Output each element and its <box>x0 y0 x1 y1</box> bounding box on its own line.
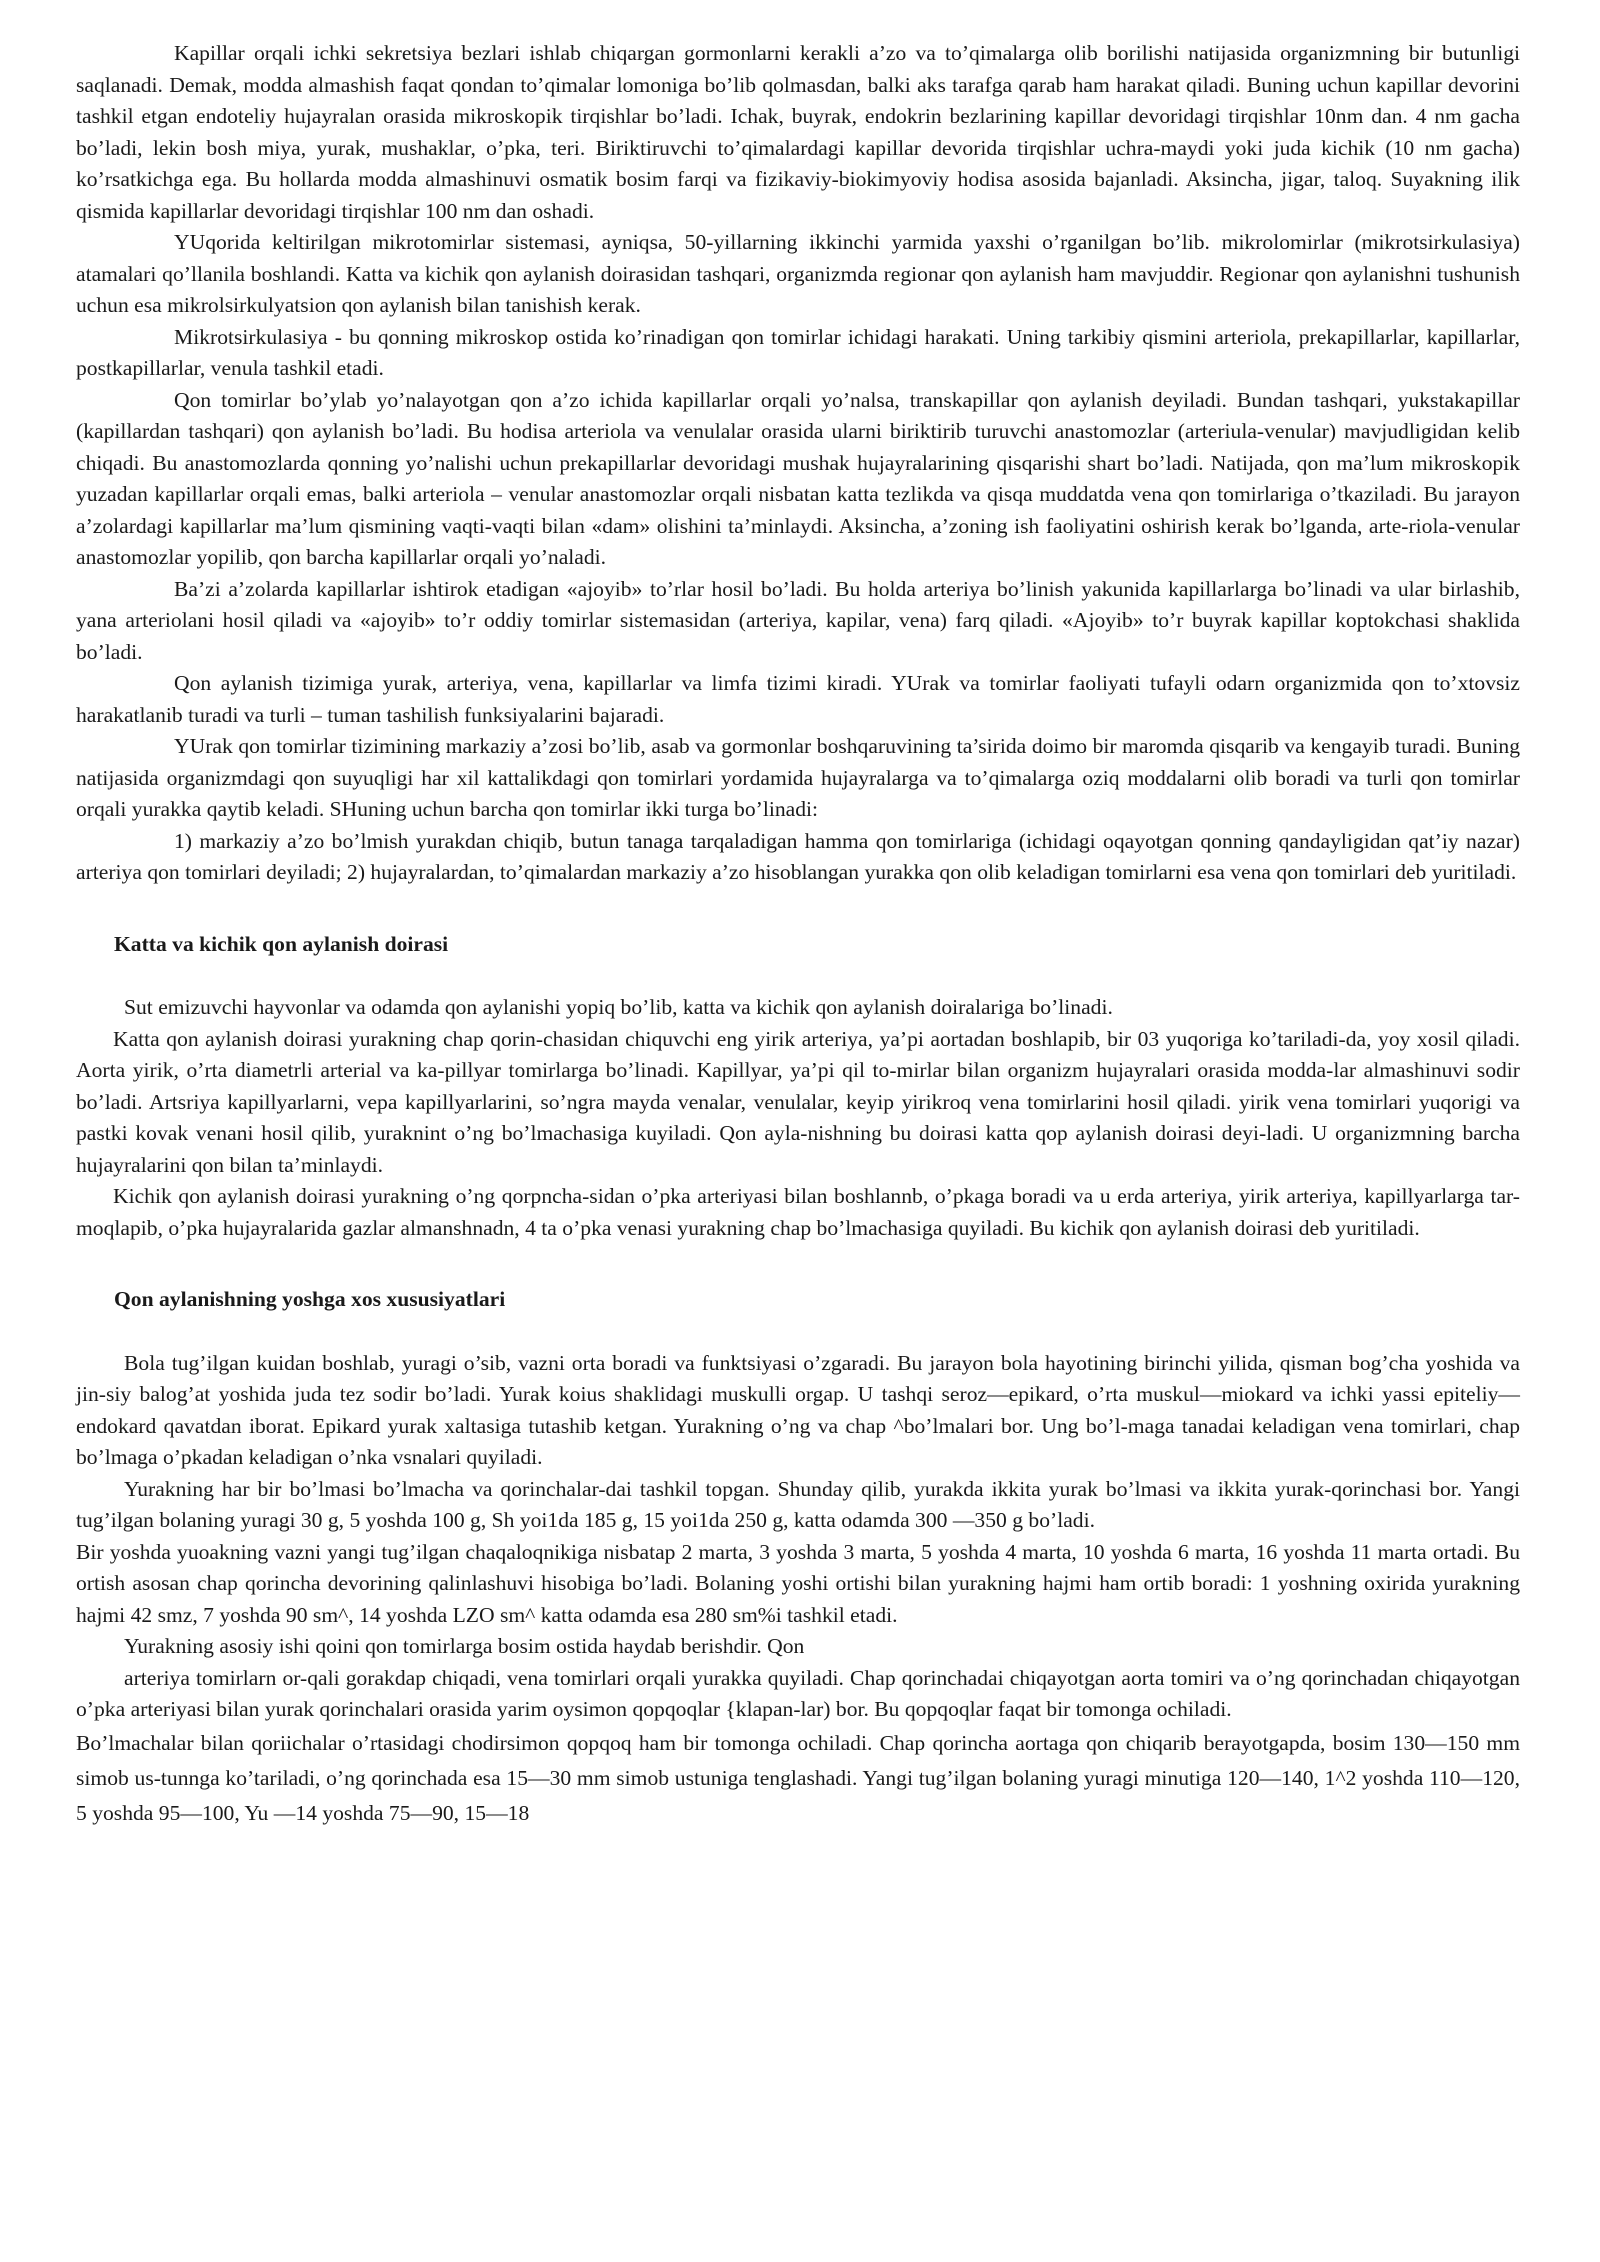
paragraph: Ba’zi a’zolarda kapillarlar ishtirok etadigan «ajoyib» to’rlar hosil bo’ladi. Bu holda arteriya bo’linish yakunida kapillarlarga bo’linadi va ular birlashib, yana arteriolani hosil qiladi va «ajoyib» to’r oddiy tomirlar sistemasidan (arteriya, kapilar, vena) farq qiladi. «Ajoyib» to’r buyrak kapillar koptokchasi shaklida bo’ladi. <box>76 576 1520 664</box>
paragraph: Yurakning har bir bo’lmasi bo’lmacha va qorinchalar-dai tashkil topgan. Shunday qilib, yurakda ikkita yurak bo’lmasi va ikkita yurak-qorinchasi bor. Yangi tug’ilgan bolaning yuragi 30 g, 5 yoshda 100 g, Sh yoi1da 185 g, 15 yoi1da 250 g, katta odamda 300 —350 g bo’ladi. <box>76 1476 1520 1532</box>
paragraph: Kichik qon aylanish doirasi yurakning o’ng qorpncha-sidan o’pka arteriyasi bilan boshlannb, o’pkaga boradi va u erda arteriya, yirik arteriya, kapillyarlarga tar-moqlapib, o’pka hujayralarida gazlar almanshnadn, 4 ta o’pka venasi yurakning chap bo’lmachasiga quyiladi. Bu kichik qon aylanish doirasi deb yuritiladi. <box>76 1184 1520 1240</box>
spacer <box>76 960 1520 992</box>
paragraph: Katta qon aylanish doirasi yurakning chap qorin-chasidan chiquvchi eng yirik arteriya, ya’pi aortadan boshlapib, bir 03 yuqoriga ko’tariladi-da, yoy xosil qiladi. Aorta yirik, o’rta diametrli arterial va ka-pillyar tomirlarga bo’linadi. Kapillyar, ya’pi qil to-mirlar bilan organizm hujayralari orasida modda-lar almashinuvi sodir bo’ladi. Artsriya kapillyarlarni, vepa kapillyarlarini, so’ngra mayda venalar, venulalar, keyip yirikroq vena tomirlarini hosil qiladi. yirik vena tomirlari yuqorigi va pastki kovak venani hosil qilib, yuraknint o’ng bo’lmachasiga kuyiladi. Qon ayla-nishning bu doirasi katta qop aylanish doirasi deyi-ladi. U organizmning barcha hujayralarini qon bilan ta’minlaydi. <box>76 1026 1520 1177</box>
paragraph: Mikrotsirkulasiya - bu qonning mikroskop ostida ko’rinadigan qon tomirlar ichidagi harakati. Uning tarkibiy qismini arteriola, prekapillarlar, kapillarlar, postkapillarlar, venula tashkil etadi. <box>76 324 1520 380</box>
spacer <box>76 889 1520 929</box>
paragraph: Qon tomirlar bo’ylab yo’nalayotgan qon a’zo ichida kapillarlar orqali yo’nalsa, transkapillar qon aylanish deyiladi. Bundan tashqari, yukstakapillar (kapillardan tashqari) qon aylanish bo’ladi. Bu hodisa arteriola va venulalar orasida ularni biriktirib turuvchi anastomozlar (arteriula-venular) mavjudligidan kelib chiqadi. Bu anastomozlarda qonning yo’nalishi uchun prekapillarlar devoridagi mushak hujayralarining qisqarishi shart bo’ladi. Natijada, qon ma’lum mikroskopik yuzadan kapillarlar orqali emas, balki arteriola – venular anastomozlar orqali nisbatan katta tezlikda va qisqa muddatda vena qon tomirlariga o’tkaziladi. Bu jarayon a’zolardagi kapillarlar ma’lum qismining vaqti-vaqti bilan «dam» olishini ta’minlaydi. Aksincha, a’zoning ish faoliyatini oshirish kerak bo’lganda, arte-riola-venular anastomozlar yopilib, qon barcha kapillarlar orqali yo’naladi. <box>76 387 1520 569</box>
paragraph: arteriya tomirlarn or-qali gorakdap chiqadi, vena tomirlari orqali yurakka quyiladi. Chap qorinchadai chiqayotgan aorta tomiri va o’ng qorinchadan chiqayotgan o’pka arteriyasi bilan yurak qorinchalari orasida yarim oysimon qopqoqlar {klapan-lar) bor. Bu qopqoqlar faqat bir tomonga ochiladi. <box>76 1665 1520 1721</box>
paragraph: Bo’lmachalar bilan qoriichalar o’rtasidagi chodirsimon qopqoq ham bir tomonga ochiladi. Chap qorincha aortaga qon chiqarib berayotgapda, bosim 130—150 mm simob us-tunnga ko’tariladi, o’ng qorinchada esa 15—30 mm simob ustuniga tenglashadi. Yangi tug’ilgan bolaning yuragi minutiga 120—140, 1^2 yoshda 110—120, 5 yoshda 95—100, Yu —14 yoshda 75—90, 15—18 <box>76 1730 1520 1825</box>
section-heading: Katta va kichik qon aylanish doirasi <box>114 931 449 956</box>
paragraph: Sut emizuvchi hayvonlar va odamda qon aylanishi yopiq bo’lib, katta va kichik qon aylanish doiralariga bo’linadi. <box>124 995 1113 1019</box>
paragraph: 1) markaziy a’zo bo’lmish yurakdan chiqib, butun tanaga tarqaladigan hamma qon tomirlariga (ichidagi oqayotgan qonning qandayligidan qat’iy nazar) arteriya qon tomirlari deyiladi; 2) hujayralardan, to’qimalardan markaziy a’zo hisoblangan yurakka qon olib keladigan tomirlarni esa vena qon tomirlari deb yuritiladi. <box>76 828 1520 884</box>
paragraph: YUqorida keltirilgan mikrotomirlar sistemasi, ayniqsa, 50-yillarning ikkinchi yarmida yaxshi o’rganilgan bo’lib. mikrolomirlar (mikrotsirkulasiya) atamalari qo’llanila boshlandi. Katta va kichik qon aylanish doirasidan tashqari, organizmda regionar qon aylanish ham mavjuddir. Regionar qon aylanishni tushunish uchun esa mikrolsirkulyatsion qon aylanish bilan tanishish kerak. <box>76 230 1520 317</box>
spacer <box>76 1316 1520 1348</box>
paragraph: Bir yoshda yuoakning vazni yangi tug’ilgan chaqaloqnikiga nisbatap 2 marta, 3 yoshda 3 marta, 5 yoshda 4 marta, 10 yoshda 6 marta, 16 yoshda 11 marta ortadi. Bu ortish asosan chap qorincha devorining qalinlashuvi hisobiga bo’ladi. Bolaning yoshi ortishi bilan yurakning hajmi ham ortib boradi: 1 yoshning oxirida yurakning hajmi 42 smz, 7 yoshda 90 sm^, 14 yoshda LZO sm^ katta odamda esa 280 sm%i tashkil etadi. <box>76 1539 1520 1627</box>
section-heading: Qon aylanishning yoshga xos xususiyatlari <box>114 1287 506 1311</box>
paragraph: Qon aylanish tizimiga yurak, arteriya, vena, kapillarlar va limfa tizimi kiradi. YUrak va tomirlar faoliyati tufayli odarn organizmida qon to’xtovsiz harakatlanib turadi va turli – tuman tashilish funksiyalarini bajaradi. <box>76 671 1520 727</box>
paragraph: Kapillar orqali ichki sekretsiya bezlari ishlab chiqargan gormonlarni kerakli a’zo va to’qimalarga olib borilishi natijasida organizmning bir butunligi saqlanadi. Demak, modda almashish faqat qondan to’qimalar lomoniga bo’lib qolmasdan, balki aks tarafga qarab ham harakat qiladi. Buning uchun kapillar devorini tashkil etgan endoteliy hujayralan orasida mikroskopik tirqishlar bo’ladi. Ichak, buyrak, endokrin bezlarining kapillar devoridagi tirqishlar 10nm dan. 4 nm gacha bo’ladi, lekin bosh miya, yurak, mushaklar, o’pka, teri. Biriktiruvchi to’qimalardagi kapillar devorida tirqishlar uchra-maydi yoki juda kichik (10 nm gacha) ko’rsatkichga ega. Bu hollarda modda almashinuvi osmatik bosim farqi va fizikaviy-biokimyoviy hodisa asosida bajanladi. Aksincha, jigar, taloq. Suyakning ilik qismida kapillarlar devoridagi tirqishlar 100 nm dan oshadi. <box>76 41 1520 223</box>
paragraph: YUrak qon tomirlar tizimining markaziy a’zosi bo’lib, asab va gormonlar boshqaruvining ta’sirida doimo bir maromda qisqarib va kengayib turadi. Buning natijasida organizmdagi qon suyuqligi har xil kattalikdagi qon tomirlari yordamida hujayralarga va to’qimalarga oziq moddalarni olib boradi va turli qon tomirlar orqali yurakka qaytib keladi. SHuning uchun barcha qon tomirlar ikki turga bo’linadi: <box>76 734 1520 821</box>
spacer <box>76 1244 1520 1284</box>
paragraph: Bola tug’ilgan kuidan boshlab, yuragi o’sib, vazni orta boradi va funktsiyasi o’zgaradi. Bu jarayon bola hayotining birinchi yilida, qisman bog’cha yoshida va jin-siy balog’at yoshida juda tez sodir bo’ladi. Yurak koius shaklidagi muskulli orgap. U tashqi seroz—epikard, o’rta muskul—miokard va ichki yassi epiteliy—endokard qavatdan iborat. Epikard yurak xaltasiga tutashib ketgan. Yurakning o’ng va chap ^bo’lmalari bor. Ung bo’l-maga tanadai keladigan vena tomirlari, chap bo’lmaga o’pkadan keladigan o’nka vsnalari quyiladi. <box>76 1350 1520 1469</box>
paragraph: Yurakning asosiy ishi qoini qon tomirlarga bosim ostida haydab berishdir. Qon <box>124 1634 805 1658</box>
